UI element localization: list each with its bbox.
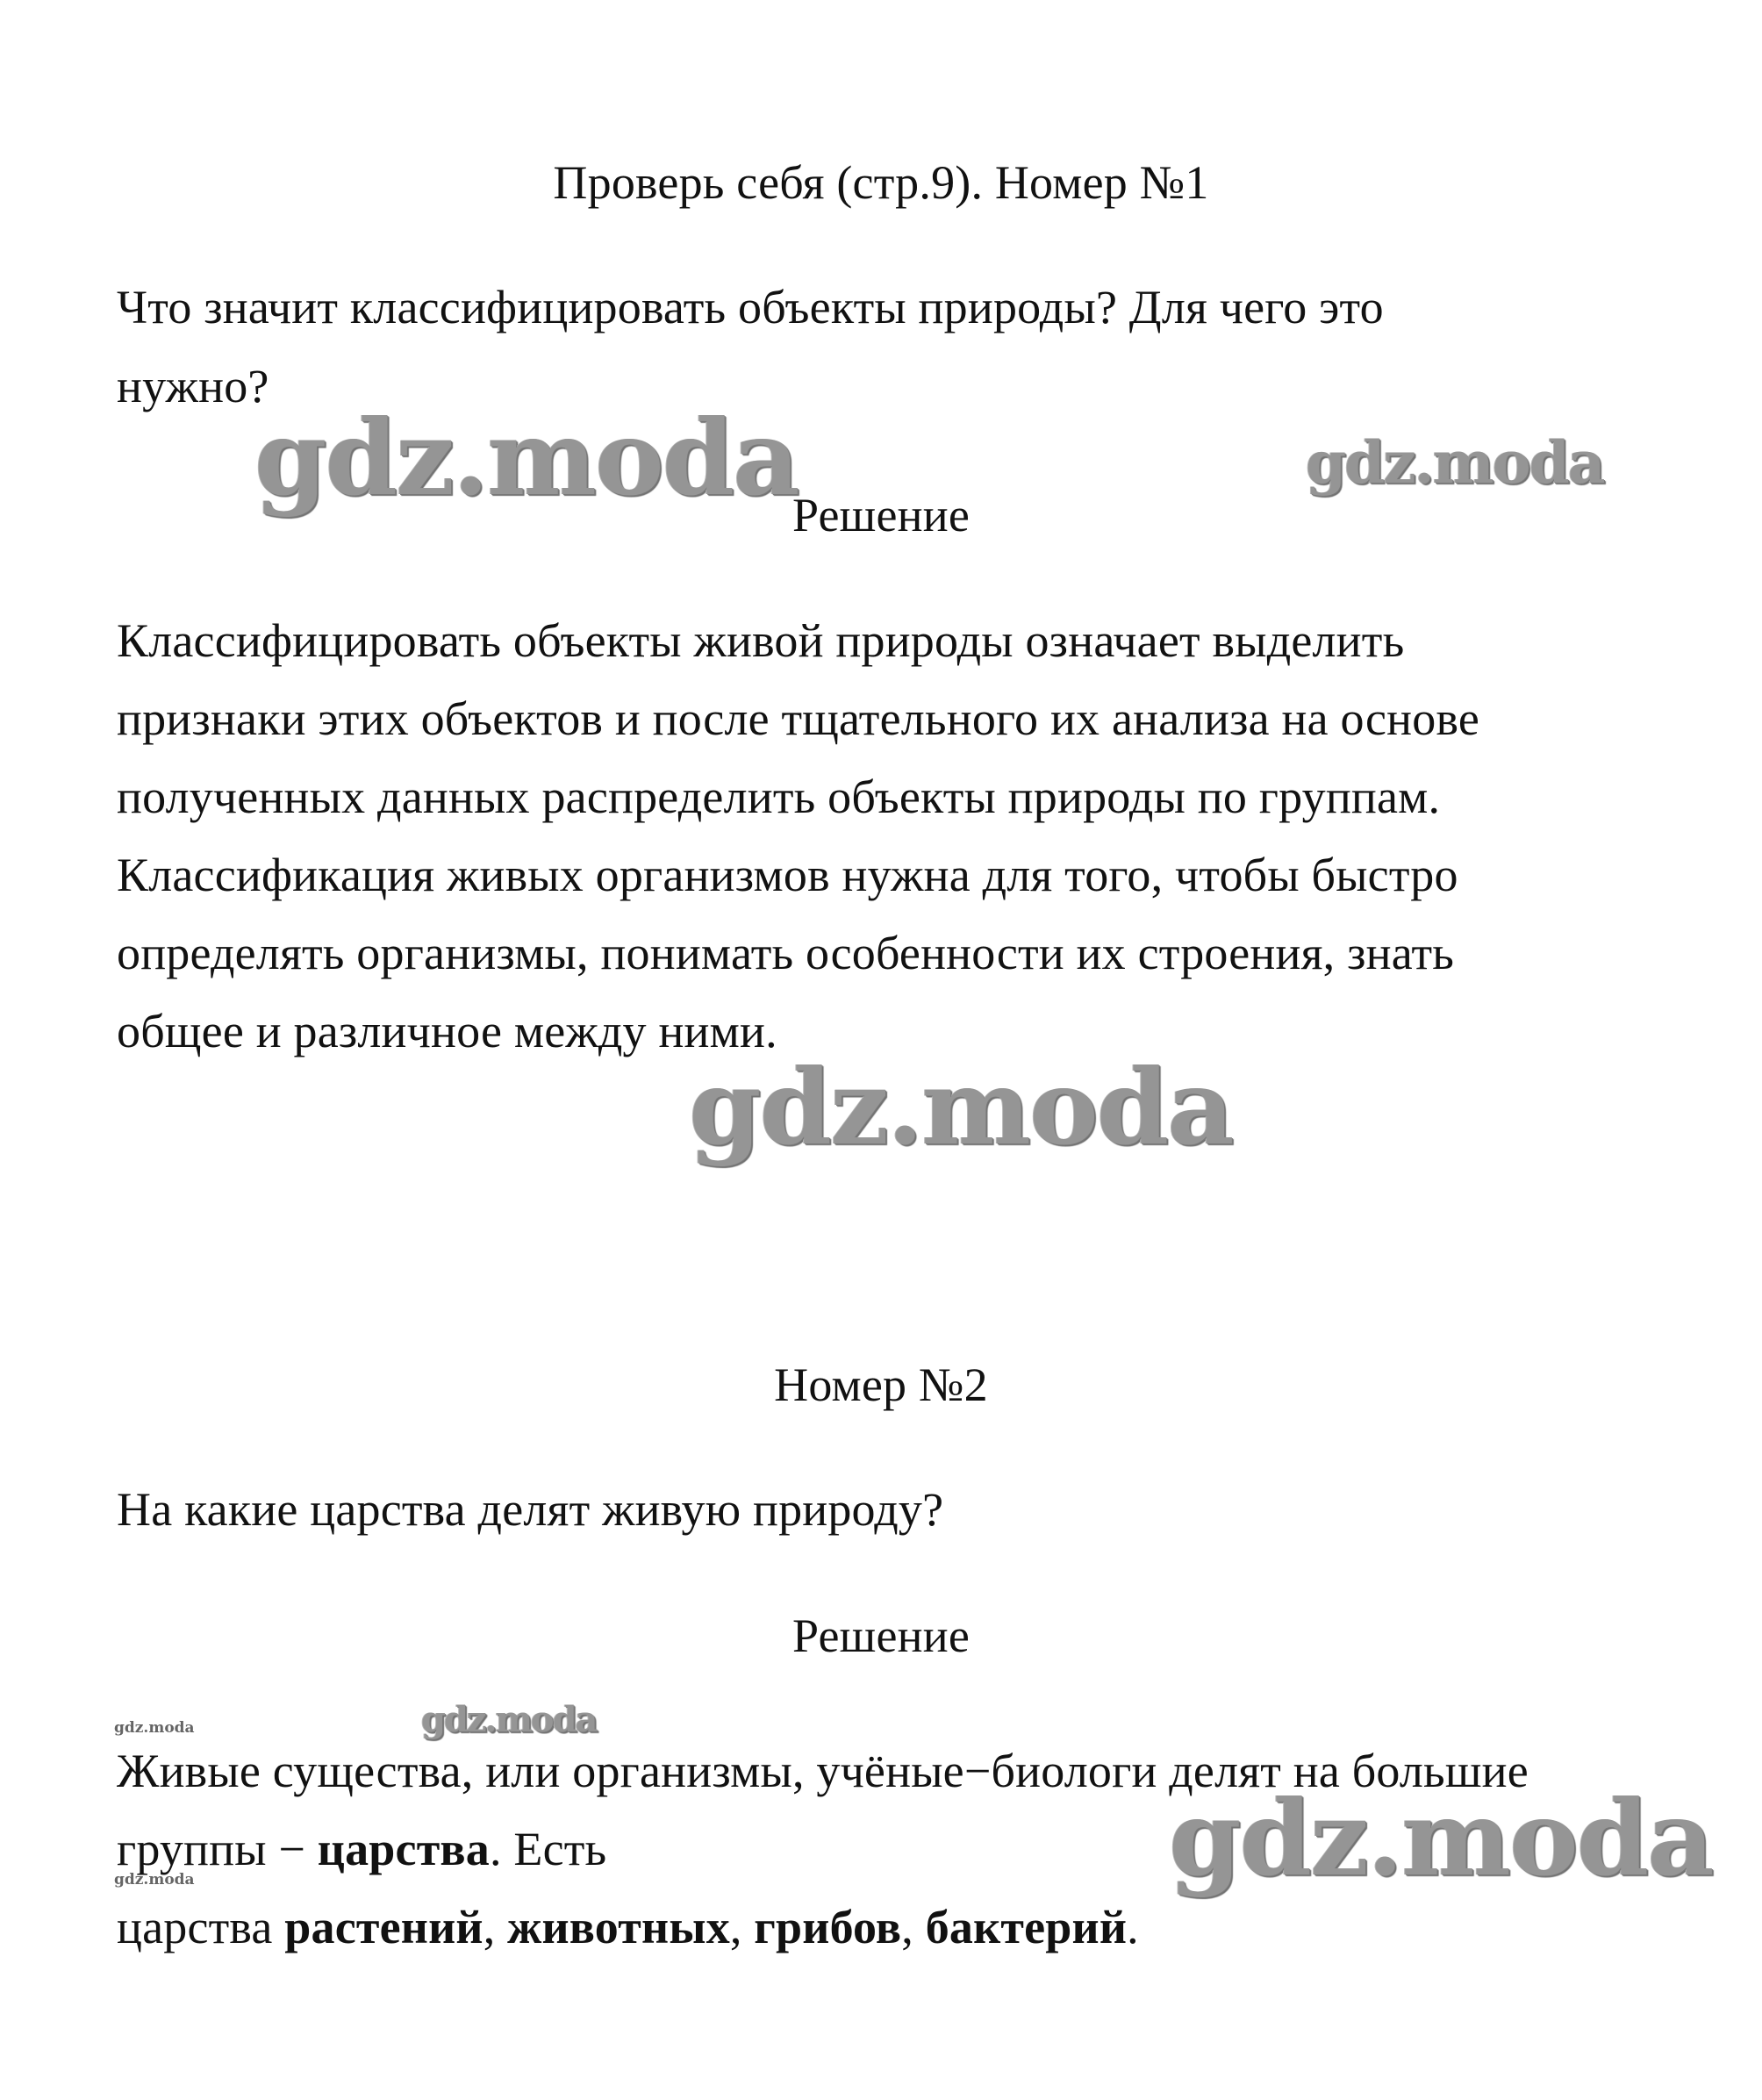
section1-answer-line-1: Классифицировать объекты живой природы означает выделить	[117, 614, 1405, 667]
watermark: gdz.moda	[114, 1871, 195, 1889]
text: царства	[117, 1901, 285, 1953]
bold-term-bacteria: бактерий	[925, 1901, 1128, 1953]
separator: ,	[729, 1901, 755, 1953]
section2-solution-label: Решение	[791, 1609, 970, 1662]
bold-term-tsarstva: царства	[317, 1823, 490, 1875]
watermark: gdz.moda	[1306, 428, 1604, 497]
watermark: gdz.moda	[1169, 1777, 1713, 1899]
section1-question-line-1: Что значит классифицировать объекты природы? Для чего это	[117, 281, 1384, 333]
watermark: gdz.moda	[254, 397, 799, 519]
separator: ,	[483, 1901, 508, 1953]
bold-term-plants: растений	[284, 1901, 483, 1953]
section1-answer-line-2: признаки этих объектов и после тщательного их анализа на основе	[117, 692, 1480, 745]
bold-term-animals: животных	[507, 1901, 730, 1953]
text: группы −	[117, 1823, 318, 1875]
bold-term-fungi: грибов	[754, 1901, 902, 1953]
section1-answer-line-6: общее и различное между ними.	[117, 1005, 777, 1057]
section2-question: На какие царства делят живую природу?	[117, 1483, 944, 1536]
section1-question-line-2: нужно?	[117, 360, 269, 412]
section2-answer-line-2	[117, 1823, 606, 1875]
separator: ,	[901, 1901, 926, 1953]
section2-heading: Номер №2	[774, 1358, 988, 1411]
separator: .	[1127, 1901, 1139, 1953]
section2-answer-line-1: Живые существа, или организмы, учёные−биологи делят на большие	[117, 1745, 1529, 1797]
text: . Есть	[489, 1823, 607, 1875]
section1-answer-line-5: определять организмы, понимать особенности их строения, знать	[117, 927, 1455, 979]
section2-answer-line-3	[117, 1901, 1139, 1953]
section1-solution-label: Решение	[791, 489, 970, 541]
watermark: gdz.moda	[114, 1719, 195, 1737]
watermark: gdz.moda	[689, 1046, 1233, 1168]
watermark: gdz.moda	[421, 1699, 597, 1740]
section1-answer-line-4: Классификация живых организмов нужна для того, чтобы быстро	[117, 849, 1458, 901]
section1-answer-line-3: полученных данных распределить объекты природы по группам.	[117, 770, 1441, 823]
section1-heading: Проверь себя (стр.9). Номер №1	[553, 156, 1209, 209]
